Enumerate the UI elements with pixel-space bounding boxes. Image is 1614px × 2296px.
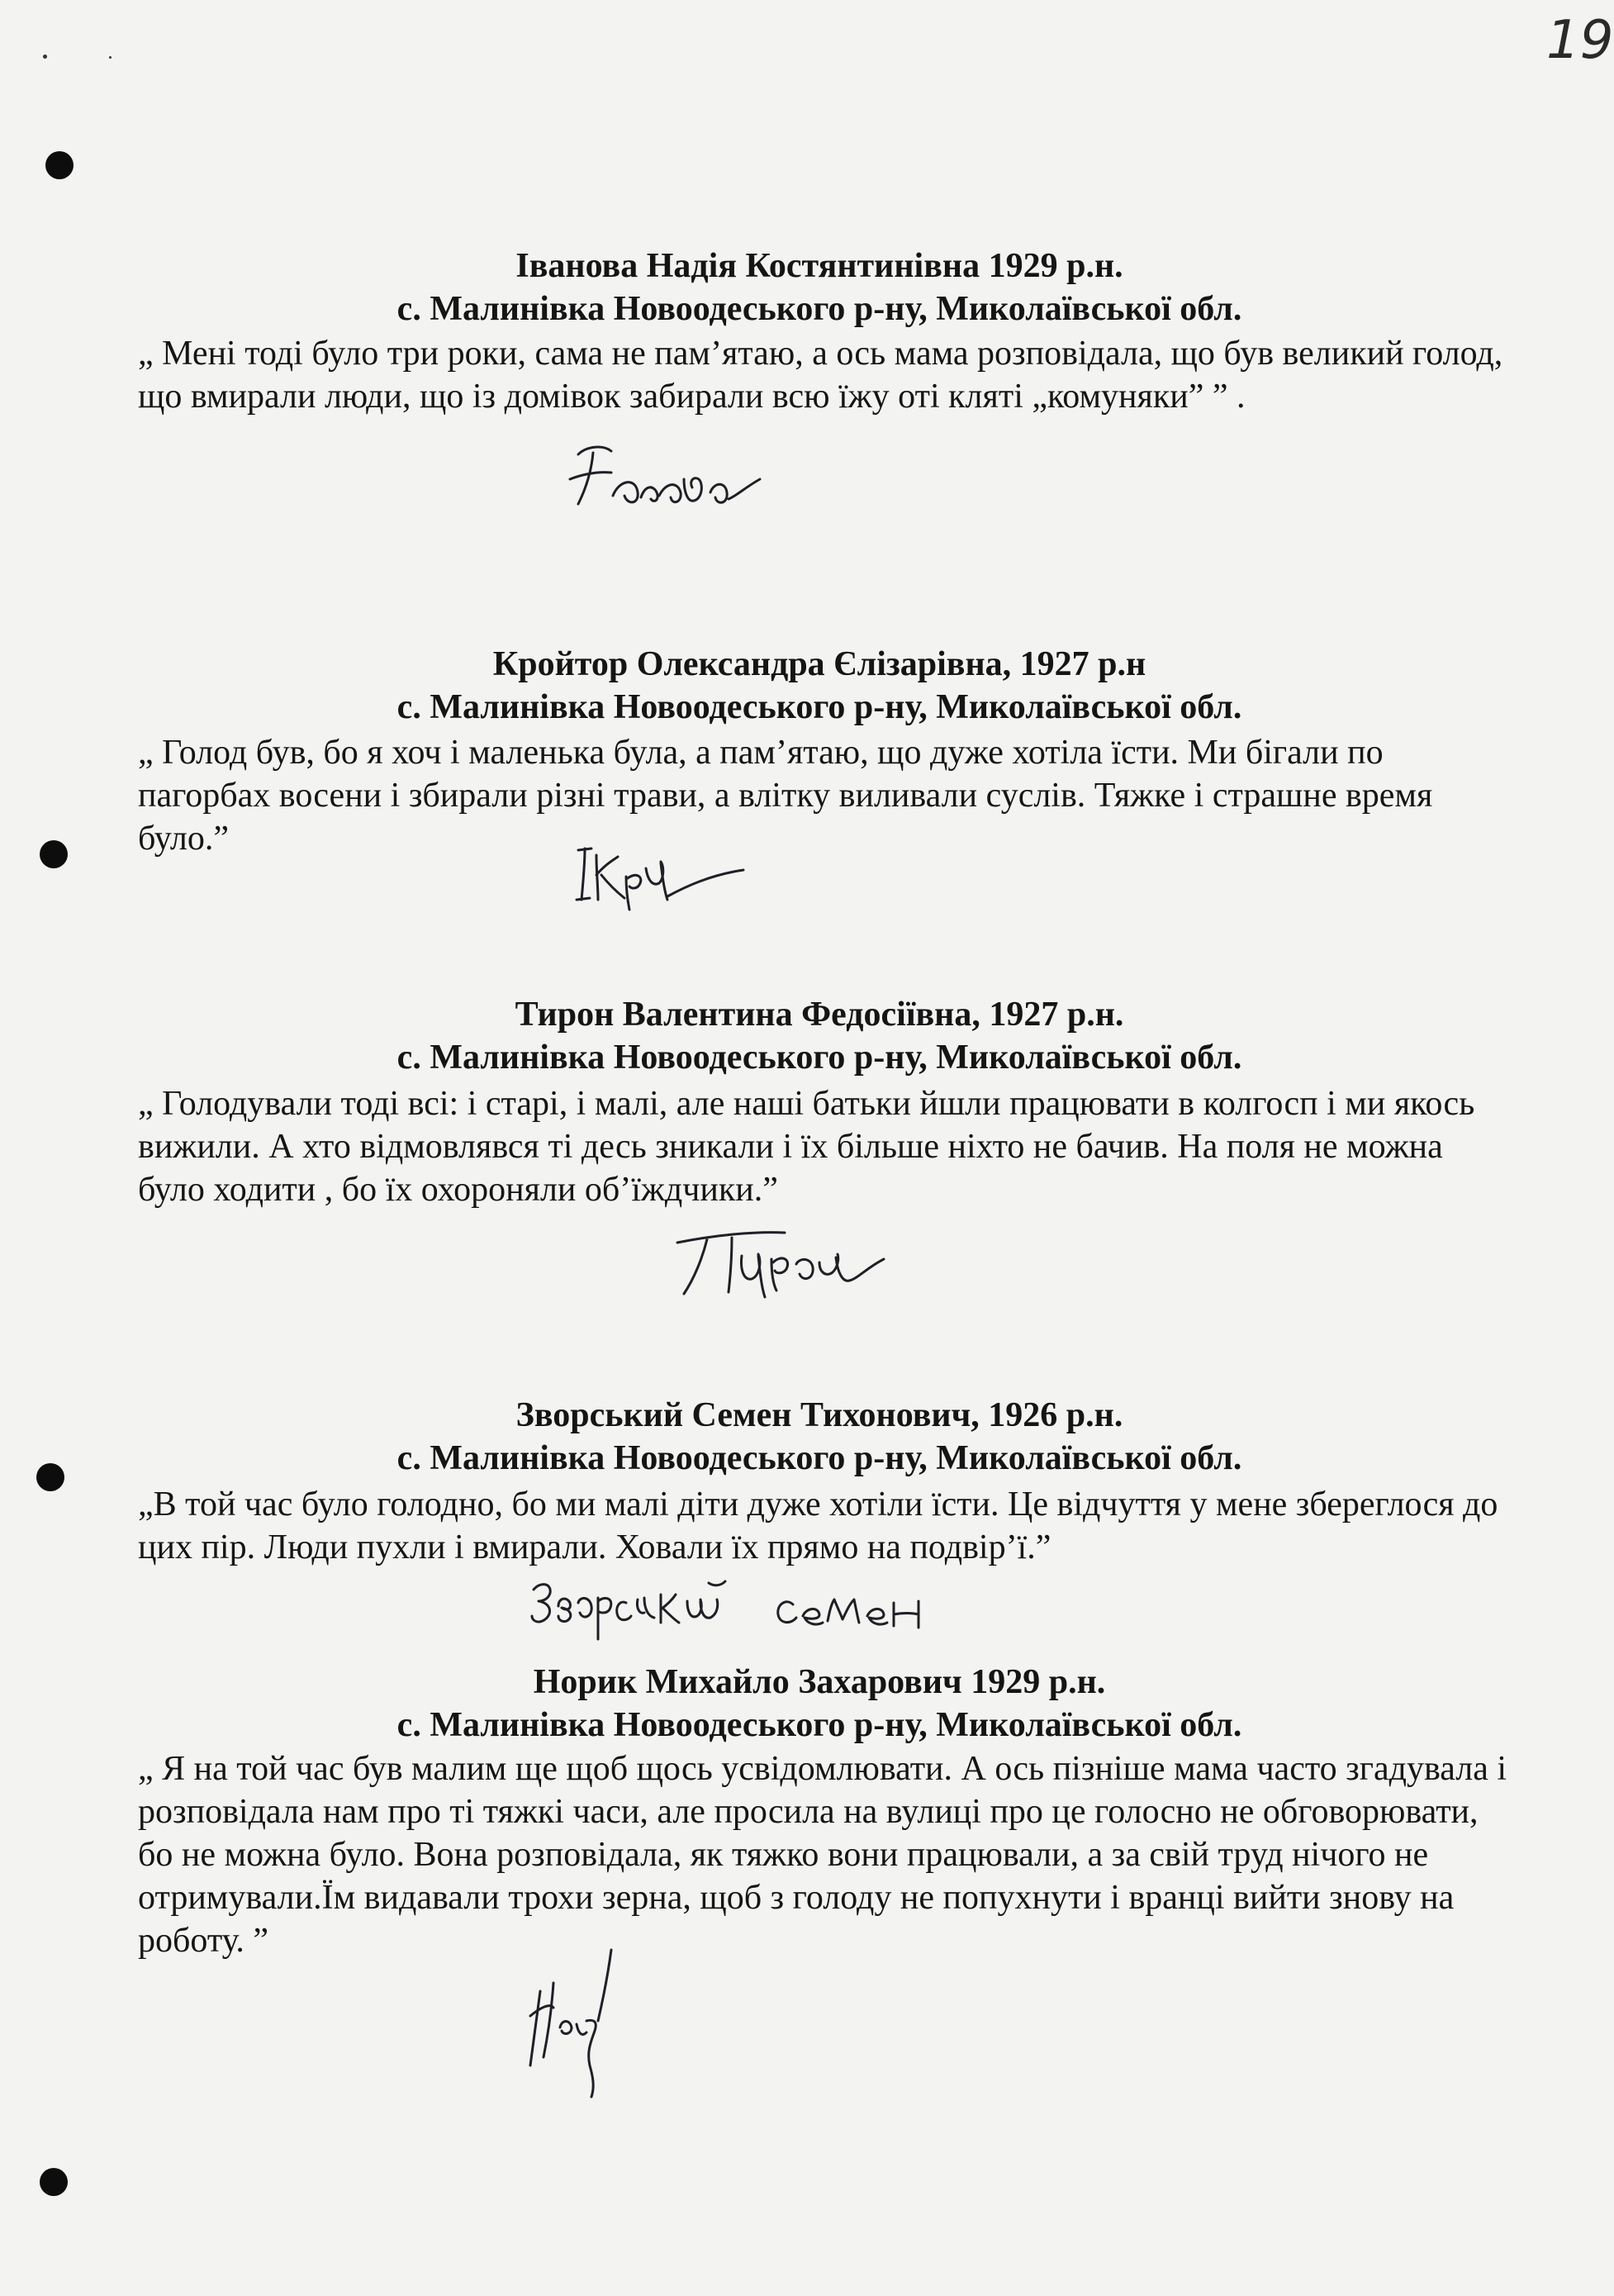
testimony-entry	[0, 1394, 1614, 1480]
testimony-entry	[0, 993, 1614, 1079]
testimony-quote: „В той час було голодно, бо ми малі діти дуже хотіли їсти. Це відчуття у мене збереглося до цих пір. Люди пухли і вмирали. Ховали їх прямо на подвір’ї.”	[138, 1486, 1498, 1566]
witness-place: с. Малинівка Новоодеського р-ну, Миколаївської обл.	[396, 688, 1242, 726]
witness-name: Іванова Надія Костянтинівна 1929 р.н.	[515, 247, 1123, 285]
testimony-entry	[0, 1661, 1614, 1747]
page-number: 19	[1546, 10, 1614, 71]
witness-name: Тирон Валентина Федосіївна, 1927 р.н.	[515, 996, 1124, 1034]
punch-hole	[40, 2168, 68, 2196]
witness-name: Кройтор Олександра Єлізарівна, 1927 р.н	[492, 645, 1146, 683]
signature-noryk	[512, 1942, 669, 2107]
witness-place: с. Малинівка Новоодеського р-ну, Миколаївської обл.	[396, 1439, 1242, 1477]
scan-speck	[43, 55, 47, 59]
testimony-quote: „ Мені тоді було три роки, сама не пам’ятаю, а ось мама розповідала, що був великий голод, що вмирали люди, що із домівок забирали всю їжу оті кляті „комуняки” ” .	[138, 335, 1503, 416]
witness-place: с. Малинівка Новоодеського р-ну, Миколаївської обл.	[396, 1706, 1242, 1744]
witness-name: Норик Михайло Захарович 1929 р.н.	[533, 1663, 1106, 1701]
scan-speck	[109, 56, 112, 59]
signature-ivanova	[553, 430, 818, 521]
witness-place: с. Малинівка Новоодеського р-ну, Миколаївської обл.	[396, 290, 1242, 328]
punch-hole	[40, 840, 68, 868]
testimony-quote: „ Голод був, бо я хоч і маленька була, а пам’ятаю, що дуже хотіла їсти. Ми бігали по пагорбах восени і збирали різні трави, а влітку виливали суслів. Тяжке і страшне время було.”	[138, 734, 1433, 858]
testimony-entry	[0, 643, 1614, 729]
signature-kroitor	[570, 839, 760, 913]
testimony-quote: „ Голодували тоді всі: і старі, і малі, але наші батьки йшли працювати в колгосп і ми якось вижили. А хто відмовлявся ті десь зникали і їх більше ніхто не бачив. На поля не можна було ходити , бо їх охороняли об’їждчики.”	[138, 1085, 1475, 1209]
signature-tyron	[661, 1215, 925, 1305]
punch-hole	[45, 151, 74, 179]
witness-place: с. Малинівка Новоодеського р-ну, Миколаївської обл.	[396, 1039, 1242, 1077]
testimony-entry	[0, 245, 1614, 330]
witness-name: Зворський Семен Тихонович, 1926 р.н.	[515, 1396, 1123, 1434]
testimony-quote: „ Я на той час був малим ще щоб щось усвідомлювати. А ось пізніше мама часто згадувала і розповідала нам про ті тяжкі часи, але просила на вулиці про це голосно не обговорювати, бо не можна було. Вона розповідала, як тяжко вони працювали, а за свій труд нічого не отримували.Їм видавали трохи зерна, щоб з голоду не попухнути і вранці вийти знову на роботу. ”	[138, 1750, 1507, 1960]
signature-zvorskyi	[529, 1565, 991, 1639]
